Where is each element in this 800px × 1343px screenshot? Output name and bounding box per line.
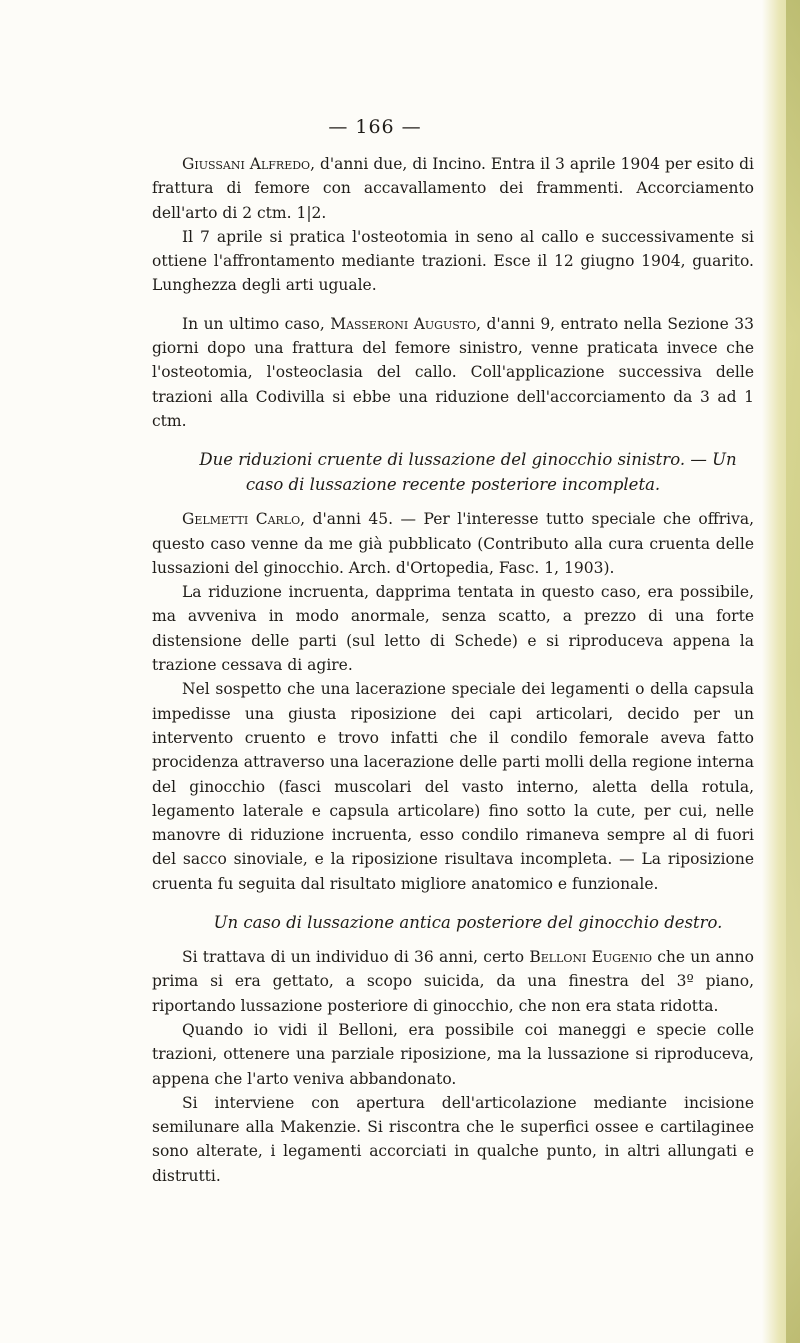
patient-name: Belloni Eugenio [529,948,652,967]
paragraph: Il 7 aprile si pratica l'osteotomia in seno al callo e successivamente si ottiene l'affrontamento mediante trazioni. Esce il 12 giugno 1904, guarito. Lunghezza degli arti uguale. [152,227,754,295]
paragraph: In un ultimo caso, Masseroni Augusto, d'anni 9, entrato nella Sezione 33 giorni dopo una frattura del femore sinistro, venne praticata invece che l'osteotomia, l'osteoclasia del callo. Coll'applicazione successiva delle trazioni alla Codivilla si ebbe una riduzione dell'accorciamento da 3 ad 1 ctm. [152,314,754,430]
patient-name: Masseroni Augusto [330,314,477,333]
page-number: — 166 — [328,116,422,138]
paragraph: Quando io vidi il Belloni, era possibile coi maneggi e specie colle trazioni, ottenere una parziale riposizione, ma la lussazione si riproduceva, appena che l'arto veniva abbandonato. [152,1020,754,1088]
paragraph: Gelmetti Carlo, d'anni 45. — Per l'interesse tutto speciale che offriva, questo caso venne da me già pubblicato (Contributo alla cura cruenta delle lussazioni del ginocchio. Arch. d'Ortopedia, Fasc. 1, 1903). [152,510,754,577]
paragraph: La riduzione incruenta, dapprima tentata in questo caso, era possibile, ma avveniva in modo anormale, senza scatto, a prezzo di una forte distensione delle parti (sul letto di Schede) e si riproduceva appena la trazione cessava di agire. [152,583,754,675]
section-heading: Due riduzioni cruente di lussazione del ginocchio sinistro. — Un caso di lussazione recente posteriore incompleta. [199,450,737,495]
section-heading: Un caso di lussazione antica posteriore del ginocchio destro. [213,913,723,933]
body-text [152,152,754,1188]
patient-name: Giussani Alfredo [182,155,311,173]
page-edge-discoloration [786,0,800,1343]
patient-name: Gelmetti Carlo [182,510,301,529]
paragraph: Nel sospetto che una lacerazione speciale dei legamenti o della capsula impedisse una giusta riposizione dei capi articolari, decido per un intervento cruento e trovo infatti che il condilo femorale aveva fatto procidenza attraverso una lacerazione delle parti molli della regione interna del ginocchio (fasci muscolari del vasto interno, aletta della rotula, legamento laterale e capsula articolare) fino sotto la cute, per cui, nelle manovre di riduzione incruenta, esso condilo rimaneva sempre al di fuori del sacco sinoviale, e la riposizione risultava incompleta. — La riposizione cruenta fu seguita dal risultato migliore anatomico e funzionale. [152,680,754,893]
paragraph: Si interviene con apertura dell'articolazione mediante incisione semilunare alla Makenzie. Si riscontra che le superfici ossee e cartilaginee sono alterate, i legamenti accorciati in qualche punto, in altri allungati e distrutti. [152,1093,754,1185]
paragraph: Giussani Alfredo, d'anni due, di Incino. Entra il 3 aprile 1904 per esito di frattura di femore con accavallamento dei frammenti. Accorciamento dell'arto di 2 ctm. 1|2. [152,155,754,222]
paragraph: Si trattava di un individuo di 36 anni, certo Belloni Eugenio che un anno prima si era gettato, a scopo suicida, da una finestra del 3º piano, riportando lussazione posteriore di ginocchio, che non era stata ridotta. [152,948,754,1015]
